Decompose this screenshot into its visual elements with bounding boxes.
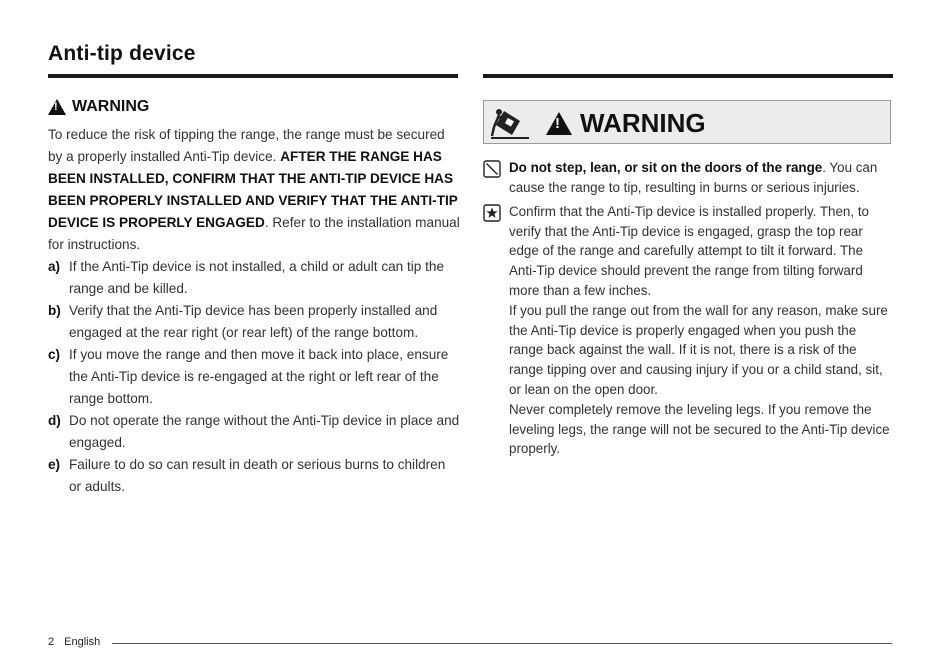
intro-bold: AFTER THE RANGE HAS BEEN INSTALLED, CONFIRM THAT THE ANTI-TIP DEVICE HAS BEEN PROPERLY INSTALLED AND VERIFY THAT THE ANTI-TIP DEVICE IS PROPERLY ENGAGED xyxy=(48,149,458,230)
list-item-text: If you move the range and then move it back into place, ensure the Anti-Tip device is re-engaged at the right or left rear of the range bottom. xyxy=(69,347,449,406)
banner-warning-label: WARNING xyxy=(580,108,706,138)
prohibited-icon xyxy=(483,160,501,178)
prohibited-rest: . You can cause the range to tip, resulting in burns or serious injuries. xyxy=(509,160,878,195)
prohibited-bold: Do not step, lean, or sit on the doors of the range xyxy=(509,160,823,175)
page-title: Anti-tip device xyxy=(48,42,196,65)
intro-plain: To reduce the risk of tipping the range, the range must be secured by a properly installed Anti-Tip device. xyxy=(48,127,445,164)
left-title-rule xyxy=(48,74,458,78)
left-body xyxy=(48,124,460,498)
list-item-label: e) xyxy=(48,457,61,472)
intro-end: . Refer to the installation manual for instructions. xyxy=(48,215,460,252)
warning-banner xyxy=(483,100,891,144)
mandatory-star-icon xyxy=(483,204,501,222)
prohibited-item xyxy=(483,158,893,197)
list-item xyxy=(48,410,460,454)
mandatory-paragraph-3: Never completely remove the leveling legs. If you remove the leveling legs, the range will not be secured to the Anti-Tip device properly. xyxy=(509,402,890,457)
right-title-rule xyxy=(483,74,893,78)
mandatory-paragraph-2: If you pull the range out from the wall for any reason, make sure the Anti-Tip device is properly engaged when you push the range back against the wall. If it is not, there is a risk of the range tipping over and causing injury if you or a child stand, sit, or lean on the open door. xyxy=(509,303,888,397)
list-item-text: Verify that the Anti-Tip device has been properly installed and engaged at the rear right (or rear left) of the range bottom. xyxy=(69,303,438,340)
list-item-label: b) xyxy=(48,303,61,318)
range-tipping-icon xyxy=(490,105,530,141)
footer-rule xyxy=(112,643,892,644)
right-body xyxy=(483,158,893,460)
page-footer xyxy=(48,636,100,648)
list-item-label: a) xyxy=(48,259,61,274)
list-item xyxy=(48,256,460,300)
list-item-label: d) xyxy=(48,413,61,428)
intro-paragraph xyxy=(48,124,460,256)
list-item-text: Failure to do so can result in death or serious burns to children or adults. xyxy=(69,457,446,494)
list-item-label: c) xyxy=(48,347,61,362)
mandatory-paragraph-1: Confirm that the Anti-Tip device is installed properly. Then, to verify that the Anti-Tip device is engaged, grasp the top rear edge of the range and carefully attempt to tilt it forward. The Anti-Tip device should prevent the range from tilting forward more than a few inches. xyxy=(509,204,869,298)
list-item xyxy=(48,454,460,498)
left-warning-label: WARNING xyxy=(72,98,150,115)
list-item-text: Do not operate the range without the Anti-Tip device in place and engaged. xyxy=(69,413,460,450)
banner-warning xyxy=(546,108,706,139)
list-item-text: If the Anti-Tip device is not installed, a child or adult can tip the range and be killed. xyxy=(69,259,445,296)
warning-triangle-icon xyxy=(546,112,572,135)
warning-triangle-icon xyxy=(48,99,66,115)
page-number: 2 xyxy=(48,636,55,648)
list-item xyxy=(48,344,460,410)
footer-language: English xyxy=(64,636,101,648)
list-item xyxy=(48,300,460,344)
left-warning-heading xyxy=(48,98,149,116)
mandatory-item xyxy=(483,202,893,460)
